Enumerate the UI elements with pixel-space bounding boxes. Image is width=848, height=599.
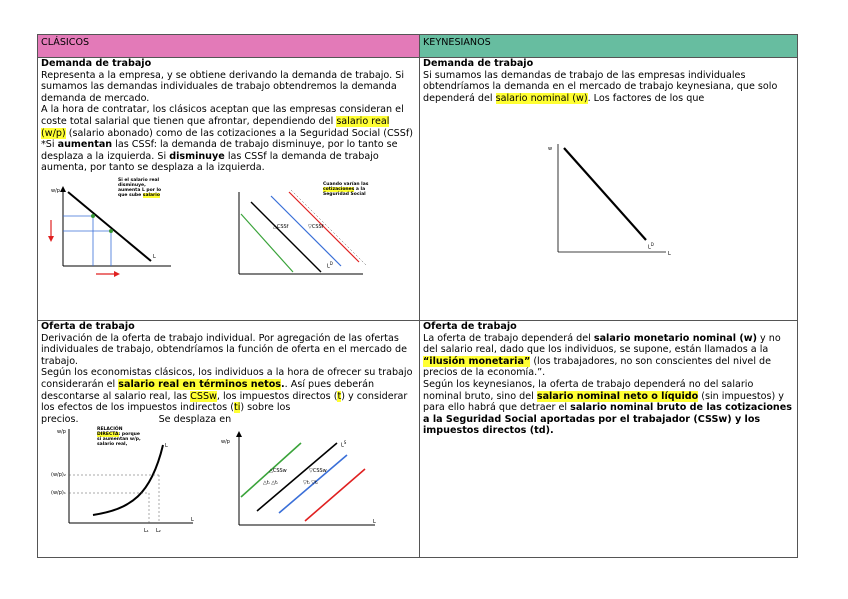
supply-curve-red (305, 469, 365, 521)
classic-supply-cell (38, 321, 420, 558)
supply-fig2-lbl-top-r: ▽CSSw (309, 468, 327, 475)
classic-demand-figures (41, 174, 416, 282)
supply-fig1-tick-2: (w/p)₂ (51, 472, 66, 479)
demand-row (38, 58, 798, 321)
shift-curve-blue (271, 196, 341, 266)
keynes-supply-title: Oferta de trabajo (423, 321, 517, 332)
supply-fig1-curve-label: L (165, 443, 168, 450)
supply-fig1-y-label: w/p (57, 429, 66, 436)
demand-curve (68, 192, 151, 261)
supply-row (38, 321, 798, 558)
fig1-x-label: L (153, 253, 156, 260)
classic-demand-chart-2 (231, 188, 371, 280)
keynes-supply-p2: Según los keynesianos, la oferta de trabajo dependerá no del salario nominal bruto, sino del salario nominal neto o líquido (sin impuestos) y para ello habrá que detraer el salario nominal bruto de las cotizaciones a la Seguridad Social aportadas por el trabajador (CSSw) y los impuestos directos (td). (423, 378, 792, 437)
point-1 (91, 214, 95, 218)
classic-demand-title: Demanda de trabajo (41, 58, 152, 69)
supply-fig1-x-t2: L₂ (156, 528, 161, 535)
header-row (38, 35, 798, 58)
keynes-curve-label: $L^D$ (648, 242, 654, 252)
fig2-label-down: △CSSf (273, 223, 289, 230)
supply-fig2-y-label: w/p (221, 439, 230, 446)
classic-supply-p2: Según los economistas clásicos, los individuos a la hora de ofrecer su trabajo considerarán el salario real en términos netos.. Así pues deberán descontarse al salario real, las CSSw, los impuestos directos (t) y considerar los efectos de los impuestos indirectos (ti) sobre los precios. Se desplaza en (41, 367, 413, 425)
comparison-page (37, 34, 797, 564)
supply-fig1-x-t1: L₁ (144, 528, 149, 535)
classic-supply-figures (41, 425, 416, 537)
keynes-supply-p1: La oferta de trabajo dependerá del salario monetario nominal (w) y no del salario real, dado que los individuos, se supone, están llamados a la “ilusión monetaria” (los trabajadores, no son conscientes del nivel de precios de la economía.”. (423, 332, 781, 379)
y-arrow (236, 431, 242, 437)
keynes-demand-chart (548, 140, 678, 260)
point-2 (109, 229, 113, 233)
shift-curve-red (289, 192, 359, 262)
demand-curve (564, 148, 646, 240)
y-arrow (60, 186, 66, 192)
supply-fig2-lbl-bot-r: ▽tᵢ ▽tᵢ (303, 480, 318, 487)
supply-fig1-note: RELACIÓN DIRECTA: porque si aumentan w/p, salario real, (97, 427, 141, 448)
header-classic: CLÁSICOS (38, 35, 420, 58)
classic-demand-p2: A la hora de contratar, los clásicos aceptan que las empresas consideran el coste total salarial que tienen que afrontar, dependiendo del salario real (w/p) (salario abonado) como de las cotizaciones a la Seguridad Social (CSSf) (41, 104, 413, 139)
classic-demand-p3: *Si aumentan las CSSf: la demanda de trabajo disminuye, por lo tanto se desplaza a la izquierda. Si disminuye las CSSf la demanda de trabajo aumenta, por tanto se desplaza a la izquierda. (41, 139, 398, 174)
supply-fig2-lbl-top-l: △CSSw (269, 468, 287, 475)
keynes-demand-figure (423, 104, 794, 284)
classic-supply-p1: Derivación de la oferta de trabajo individual. Por agregación de las ofertas individuales de trabajo, obtendríamos la función de oferta en el mercado de trabajo. (41, 332, 407, 367)
keynes-supply-cell (420, 321, 798, 558)
comparison-table (37, 34, 798, 558)
supply-fig2-curve-label: $L^S$ (341, 440, 347, 449)
fig1-note: Si el salario real disminuye, aumenta L por lo que sube salario (118, 177, 162, 198)
fig1-y-label: w/p (51, 187, 60, 194)
supply-fig1-x-label: L (191, 517, 194, 524)
supply-fig1-tick-1: (w/p)₁ (51, 490, 66, 497)
supply-fig2-x-label: L (373, 519, 376, 526)
supply-curve-black (257, 443, 337, 511)
right-arrow-head (114, 271, 120, 277)
down-arrow-head (48, 236, 54, 242)
keynes-x-label: L (668, 251, 671, 258)
fig2-curve-label: $L^D$ (327, 260, 333, 270)
shift-curve-green (241, 214, 293, 272)
supply-curve (93, 445, 163, 515)
keynes-y-label: w (548, 146, 553, 153)
fig2-label-up: ▽CSSf (308, 223, 324, 230)
fig2-note: Cuando varían las cotizaciones a la Seguridad Social (323, 181, 369, 197)
keynes-demand-title: Demanda de trabajo (423, 58, 534, 69)
classic-demand-p1: Representa a la empresa, y se obtiene derivando la demanda de trabajo. Si sumamos las demandas individuales de trabajo obtendremos la demanda demanda de mercado. (41, 69, 404, 104)
classic-supply-title: Oferta de trabajo (41, 321, 135, 332)
keynes-demand-p1: Si sumamos las demandas de trabajo de las empresas individuales obtendríamos la demanda en el mercado de trabajo keynesiana, que solo dependerá del salario nominal (w). Los factores de los que (423, 69, 778, 104)
header-keynesian: KEYNESIANOS (420, 35, 798, 58)
keynes-demand-cell (420, 58, 798, 321)
supply-fig2-lbl-bot-l: △tᵢ △tᵢ (263, 480, 278, 487)
classic-demand-cell (38, 58, 420, 321)
